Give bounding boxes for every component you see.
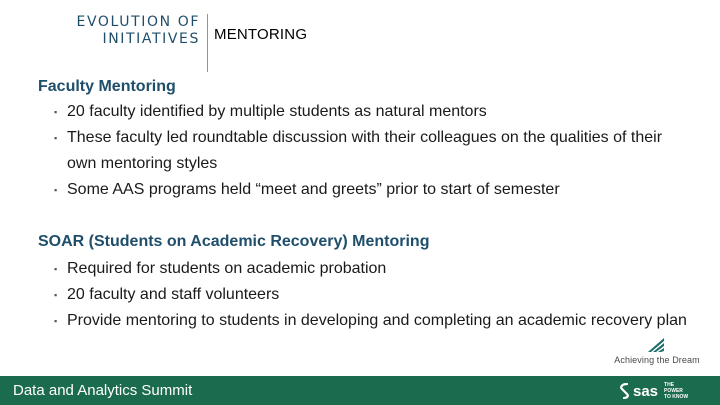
sas-tagline-line: THE [664, 382, 675, 388]
bullet-text: 20 faculty and staff volunteers [67, 286, 280, 303]
bullet-text: Some AAS programs held “meet and greets” prior to start of semester [67, 181, 560, 198]
bullet-text: Provide mentoring to students in developing and completing an academic recovery plan [67, 312, 687, 329]
sas-tagline-line: POWER [664, 388, 683, 394]
square-bullet-icon: ▪ [54, 133, 58, 143]
sas-tagline [664, 382, 688, 400]
section-category [10, 14, 200, 48]
bullet-item [54, 308, 694, 334]
square-bullet-icon: ▪ [54, 107, 58, 117]
sas-logo [618, 382, 688, 400]
square-bullet-icon: ▪ [54, 264, 58, 274]
bullet-item [54, 282, 694, 308]
sas-swirl-icon [618, 383, 631, 399]
sas-tagline-line: TO KNOW [664, 394, 689, 400]
section-title-faculty-mentoring: Faculty Mentoring [38, 78, 176, 95]
achieving-the-dream-mark-icon [646, 336, 666, 354]
square-bullet-icon: ▪ [54, 290, 58, 300]
square-bullet-icon: ▪ [54, 316, 58, 326]
section-title-soar-mentoring: SOAR (Students on Academic Recovery) Mentoring [38, 233, 430, 250]
achieving-the-dream-logo [602, 336, 712, 370]
footer-bar [0, 376, 720, 405]
category-line-2: INITIATIVES [102, 31, 200, 47]
achieving-the-dream-text: Achieving the Dream [614, 355, 700, 365]
bullet-text: Required for students on academic probation [67, 260, 387, 277]
bullet-list-faculty-mentoring [54, 99, 694, 203]
bullet-text: 20 faculty identified by multiple students as natural mentors [67, 103, 487, 120]
slide-topic: MENTORING [214, 26, 308, 43]
square-bullet-icon: ▪ [54, 185, 58, 195]
sas-wordmark: sas [633, 382, 659, 400]
bullet-text: These faculty led roundtable discussion with their colleagues on the qualities of their own mentoring styles [67, 129, 663, 172]
bullet-item [54, 177, 694, 203]
bullet-item [54, 99, 694, 125]
bullet-list-soar-mentoring [54, 256, 694, 334]
footer-title: Data and Analytics Summit [13, 382, 193, 399]
category-line-1: EVOLUTION OF [76, 14, 200, 30]
header-divider [207, 14, 208, 72]
bullet-item [54, 256, 694, 282]
bullet-item [54, 125, 694, 177]
